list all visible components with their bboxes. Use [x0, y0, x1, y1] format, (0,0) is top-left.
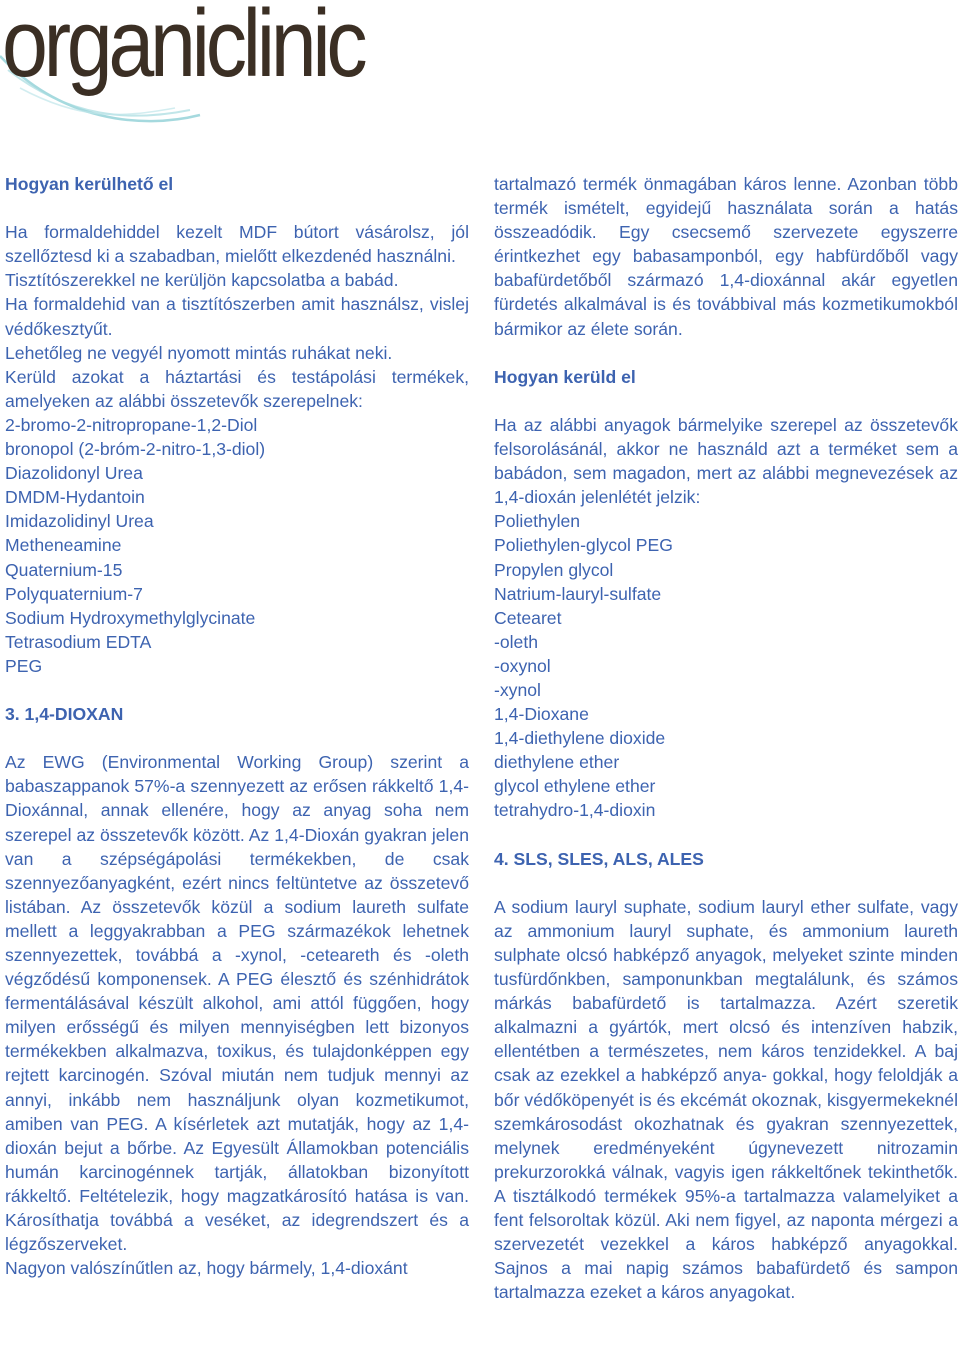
list-item: bronopol (2-bróm-2-nitro-1,3-diol)	[5, 439, 266, 460]
list-item: DMDM-Hydantoin	[5, 487, 145, 508]
list-item: Cetearet	[494, 607, 562, 628]
right-column	[494, 172, 958, 1304]
list-item: Sodium Hydroxymethylglycinate	[5, 607, 256, 628]
list-item: 1,4-Dioxane	[494, 704, 589, 725]
paragraph-tisztitoszer: Tisztítószerekkel ne kerüljön kapcsolatba a babád.	[5, 270, 399, 291]
logo-wordmark: organiclinic	[2, 0, 364, 97]
paragraph-dioxan-markers-intro: Ha az alábbi anyagok bármelyike szerepel az összetevők felsorolásánál, akkor ne használd azt a terméket sem a babádon, sem magadon, mert az alábbi megnevezések az 1,4-dioxán jelenlétét jelzik:	[494, 414, 958, 508]
list-item: Poliethylen-glycol PEG	[494, 535, 673, 556]
list-item: -oxynol	[494, 655, 551, 676]
list-item: Polyquaternium-7	[5, 583, 143, 604]
list-item: Imidazolidinyl Urea	[5, 511, 154, 532]
list-item: Tetrasodium EDTA	[5, 631, 152, 652]
list-item: Poliethylen	[494, 511, 581, 532]
list-item: Natrium-lauryl-sulfate	[494, 583, 662, 604]
heading-sls-sles: 4. SLS, SLES, ALS, ALES	[494, 848, 704, 869]
list-item: Metheneamine	[5, 535, 122, 556]
heading-hogyan-kerulheto-el: Hogyan kerülhető el	[5, 174, 174, 194]
list-item: Diazolidonyl Urea	[5, 463, 143, 484]
heading-dioxan: 3. 1,4-DIOXAN	[5, 704, 124, 725]
list-item: -oleth	[494, 631, 539, 652]
list-item: 2-bromo-2-nitropropane-1,2-Diol	[5, 414, 258, 435]
dioxan-ingredient-list	[494, 509, 958, 822]
list-item: -xynol	[494, 679, 541, 700]
formaldehyde-ingredient-list	[5, 413, 469, 678]
paragraph-vedokesztyu: Ha formaldehid van a tisztítószerben amit használsz, vislej védőkesztyűt.	[5, 294, 469, 339]
paragraph-dioxan-body: Az EWG (Environmental Working Group) szerint a babaszappanok 57%-a szennyezett az erősen rákkeltő 1,4-Dioxánnal, annak ellenére, hogy az anyag soha nem szerepel az összetevők között. Az 1,4-Dioxán gyakran jelen van a szépségápolási termékekben, de csak szennyezőanyagként, ezért nincs feltüntetve az összetevő listában. Az összetevők közül a sodium laureth sulfate mellett a leggyakrabban a PEG származékok lehetnek szennyezettek, továbbá a -xynol, -ceteareth és -oleth végződésű komponensek. A PEG élesztő és szénhidrátok fermentálásával készült alkohol, ami attól függően, hogy milyen erősségű és milyen mennyiségben lett bizonyos termékekben alkalmazva, toxikus, és tulajdonképpen egy rejtett karcinogén. Szóval miután nem tudjuk mennyi az annyi, inkább nem használjunk olyan kozmetikumot, amiben van PEG. A kísérletek azt mutatják, hogy az 1,4-dioxán bejut a bőrbe. Az Egyesült Államokban potenciális humán karcinogénnek tartják, állatokban bizonyított rákkeltő. Feltételezik, hogy magzatkárosító hatása is van. Károsíthatja továbbá a veséket, az idegrendszert és a légzőszerveket.	[5, 752, 469, 1255]
list-item: PEG	[5, 655, 43, 676]
heading-hogyan-kerуld-el: Hogyan kerüld el	[494, 366, 636, 387]
list-item: glycol ethylene ether	[494, 776, 656, 797]
organiclinic-logo	[0, 0, 480, 140]
paragraph-dioxan-continued: Nagyon valószínűtlen az, hogy bármely, 1,4-dioxánt	[5, 1258, 408, 1279]
list-item: 1,4-diethylene dioxide	[494, 728, 666, 749]
list-item: tetrahydro-1,4-dioxin	[494, 800, 656, 821]
paragraph-ruhak: Lehetőleg ne vegyél nyomott mintás ruhákat neki.	[5, 342, 393, 363]
left-column	[5, 172, 469, 1280]
list-item: Propylen glycol	[494, 559, 614, 580]
paragraph-osszetevok-intro: Kerüld azokat a háztartási és testápolási termékek, amelyeken az alábbi összetevők szerepelnek:	[5, 366, 469, 411]
paragraph-dioxan-continuation: tartalmazó termék önmagában káros lenne. Azonban több termék ismételt, egyidejű használata során a hatás összeadódik. Egy csecsemő szervezete egyszerre érintkezhet egy babasamponból, egy habfürdőből vagy babafürdetőből származó 1,4-dioxánnal akár egyetlen fürdetés alkalmával is és továbbival más kozmetikumokból bármikor az élete során.	[494, 174, 958, 339]
paragraph-mdf: Ha formaldehiddel kezelt MDF bútort vásárolsz, jól szellőztesd ki a szabadban, mielőtt elkezdenéd használni.	[5, 222, 469, 267]
list-item: Quaternium-15	[5, 559, 123, 580]
paragraph-sls-body: A sodium lauryl suphate, sodium lauryl ether sulfate, vagy az ammonium lauryl suphate, és ammonium laureth sulphate olcsó habképző anyagok, melyeket szinte minden tusfürdőnkben, samponunkban megtalálunk, és számos márkás babafürdető is tartalmazza. Azért szeretik alkalmazni a gyártók, mert olcsó és intenzíven habzik, ellentétben a természetes, nem káros tenzidekkel. A baj csak az ezekkel a habképző anya- gokkal, hogy feloldják a bőr védőköpenyét is és ekcémát okoznak, kisgyermekeknél szemkárosodást okozhatnak és gyakran szennyezettek, melynek eredményeként úgynevezett nitrozamin prekurzorokká válnak, vagyis igen rákkeltőnek tekinthetők. A tisztálkodó termékek 95%-a tartalmazza valamelyiket a fent felsoroltak közül. Aki nem figyel, az naponta mérgezi a szervezetét vezekkel a káros habképző anyagokkal. Sajnos a mai napig számos babafürdető és sampon tartalmazza ezeket a káros anyagokat.	[494, 896, 958, 1303]
list-item: diethylene ether	[494, 752, 620, 773]
